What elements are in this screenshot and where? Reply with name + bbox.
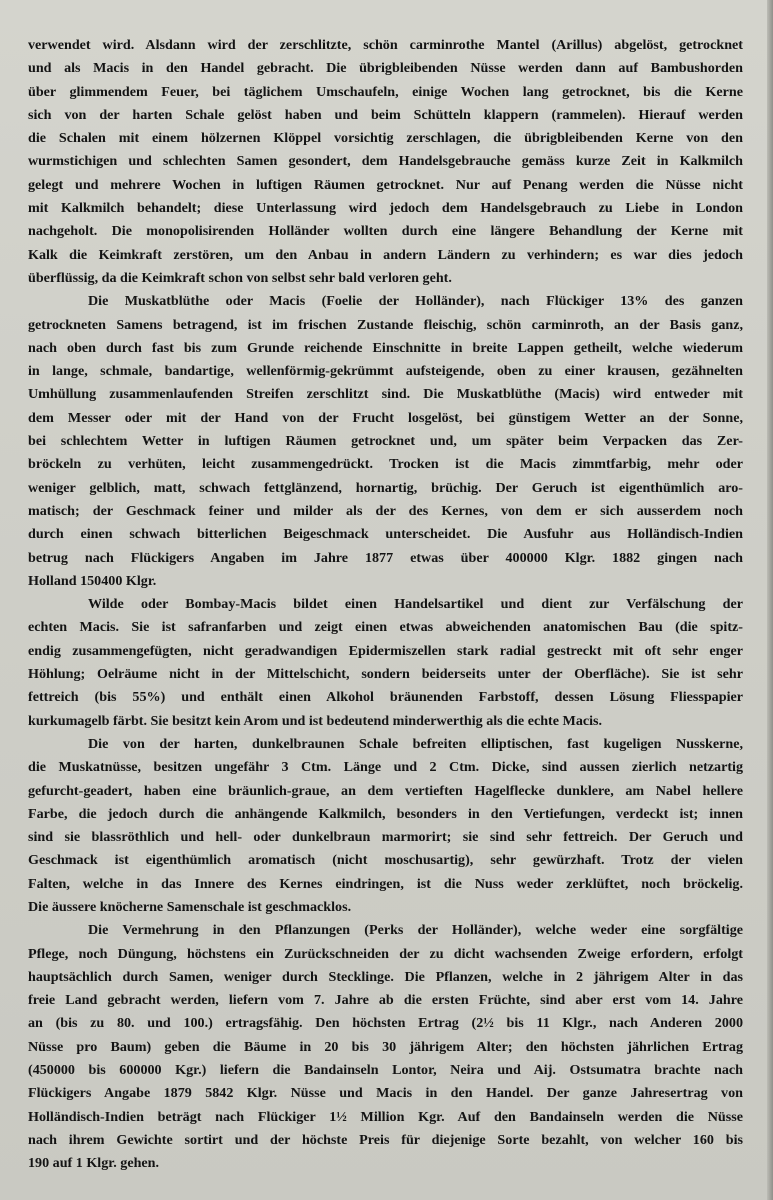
text-line: nach ihrem Gewichte sortirt und der höchste Preis für diejenige Sorte bezahlt, von welcher 160 bis: [28, 1131, 743, 1148]
paragraph: [28, 919, 743, 1175]
text-line: die Schalen mit einem hölzernen Klöppel vorsichtig zerschlagen, die übrigbleibenden Kerne von den: [28, 130, 743, 147]
text-line: nach oben durch fast bis zum Grunde reichende Einschnitte in breite Lappen getheilt, welche wiederum: [28, 339, 743, 356]
paragraph: [28, 290, 743, 593]
text-line: Holländisch-Indien beträgt nach Flückiger 1½ Million Kgr. Auf den Bandainseln werden die Nüsse: [28, 1108, 743, 1125]
text-line: Die äussere knöcherne Samenschale ist geschmacklos.: [28, 898, 352, 915]
paragraph: [28, 593, 743, 733]
text-line: Nüsse pro Baum) geben die Bäume in 20 bis 30 jährigem Alter; den höchsten jährlichen Ertrag: [28, 1038, 743, 1055]
text-line: getrockneten Samens betragend, ist im frischen Zustande fleischig, schön carminroth, an der Basis ganz,: [28, 316, 743, 333]
text-line: überflüssig, da die Keimkraft schon von selbst sehr bald verloren geht.: [28, 269, 452, 286]
text-line: dem Messer oder mit der Hand von der Frucht losgelöst, bei günstigem Wetter an der Sonne,: [28, 409, 743, 426]
text-line: verwendet wird. Alsdann wird der zerschlitzte, schön carminrothe Mantel (Arillus) abgelöst, getrocknet: [28, 37, 743, 53]
text-line: die Muskatnüsse, besitzen ungefähr 3 Ctm. Länge und 2 Ctm. Dicke, sind aussen zierlich netzartig: [28, 759, 743, 776]
text-line: Falten, welche in das Innere des Kernes eindringen, ist die Nuss weder zerklüftet, noch bröckelig.: [28, 875, 743, 892]
text-line: Umhüllung zusammenlaufenden Streifen zerschlitzt sind. Die Muskatblüthe (Macis) wird entweder mit: [28, 386, 743, 403]
paragraph: [28, 733, 743, 919]
page-edge-shadow: [767, 0, 773, 1200]
text-line: nachgeholt. Die monopolisirenden Holländer wollten durch eine längere Behandlung der Kerne mit: [28, 223, 743, 240]
text-line: wurmstichigen und schlechten Samen gesondert, dem Handelsgebrauche gemäss kurze Zeit in Kalkmilch: [28, 153, 743, 170]
text-line: Kalk die Keimkraft zerstören, um den Anbau in andern Ländern zu verhindern; es war dies jedoch: [28, 246, 743, 263]
text-line: Die von der harten, dunkelbraunen Schale befreiten elliptischen, fast kugeligen Nusskerne,: [88, 735, 743, 752]
text-line: Die Muskatblüthe oder Macis (Foelie der Holländer), nach Flückiger 13% des ganzen: [88, 293, 743, 310]
text-line: matisch; der Geschmack feiner und milder als der des Kernes, von dem er sich ausserdem noch: [28, 502, 743, 519]
text-line: endig zusammengefügten, nicht geradwandigen Epidermiszellen stark radial gestreckt mit oft sehr enger: [28, 642, 743, 659]
text-line: in lange, schmale, bandartige, wellenförmig-gekrümmt aufsteigende, oben zu einer krausen, gezähnelten: [28, 363, 743, 380]
text-line: sind sie blassröthlich und hell- oder dunkelbraun marmorirt; sie sind sehr fettreich. Der Geruch und: [28, 829, 743, 846]
text-line: 190 auf 1 Klgr. gehen.: [28, 1155, 160, 1172]
text-line: bei schlechtem Wetter in luftigen Räumen getrocknet und, um später beim Verpacken das Zer-: [28, 433, 743, 450]
text-line: gelegt und mehrere Wochen in luftigen Räumen getrocknet. Nur auf Penang werden die Nüsse nicht: [28, 176, 743, 193]
text-line: Farbe, die jedoch durch die anhängende Kalkmilch, besonders in den Vertiefungen, verdeckt ist; innen: [28, 805, 743, 822]
text-line: über glimmendem Feuer, bei täglichem Umschaufeln, einige Wochen lang getrocknet, bis die Kerne: [28, 83, 743, 100]
body-text: [28, 34, 743, 1176]
text-line: Wilde oder Bombay-Macis bildet einen Handelsartikel und dient zur Verfälschung der: [88, 596, 743, 613]
text-line: gefurcht-geadert, haben eine bräunlich-graue, an dem vertieften Hagelflecke dunklere, am Nabel hellere: [28, 782, 743, 799]
text-line: fettreich (bis 55%) und enthält einen Alkohol bräunenden Farbstoff, dessen Lösung Fliesspapier: [28, 689, 743, 706]
text-line: und als Macis in den Handel gebracht. Die übrigbleibenden Nüsse werden dann auf Bambushorden: [28, 60, 743, 77]
text-line: kurkumagelb färbt. Sie besitzt kein Arom und ist bedeutend minderwerthig als die echte Macis.: [28, 712, 603, 729]
text-line: hauptsächlich durch Samen, weniger durch Stecklinge. Die Pflanzen, welche in 2 jährigem Alter in das: [28, 968, 743, 985]
text-line: betrug nach Flückigers Angaben im Jahre 1877 etwas über 400000 Klgr. 1882 gingen nach: [28, 549, 743, 566]
text-line: sich von der harten Schale gelöst haben und beim Schütteln klappern (rammelen). Hierauf werden: [28, 106, 743, 123]
text-line: Höhlung; Oelräume nicht in der Mittelschicht, sondern beiderseits unter der Oberfläche). Sie ist sehr: [28, 666, 743, 683]
text-line: bröckeln zu verhüten, leicht zusammengedrückt. Trocken ist die Macis zimmtfarbig, mehr oder: [28, 456, 743, 473]
text-line: echten Macis. Sie ist safranfarben und zeigt einen etwas abweichenden anatomischen Bau (die spitz-: [28, 619, 743, 636]
text-line: mit Kalkmilch behandelt; diese Unterlassung wird jedoch dem Handelsgebrauch zu Liebe in London: [28, 200, 743, 217]
paragraph: [28, 34, 743, 290]
text-line: freie Land gebracht werden, liefern vom 7. Jahre ab die ersten Früchte, sind aber erst vom 14. Jahre: [28, 992, 743, 1009]
text-line: an (bis zu 80. und 100.) ertragsfähig. Den höchsten Ertrag (2½ bis 11 Klgr., nach Anderen 2000: [28, 1015, 743, 1032]
text-line: Geschmack ist eigenthümlich aromatisch (nicht moschusartig), sehr gewürzhaft. Trotz der vielen: [28, 852, 743, 869]
text-line: Pflege, noch Düngung, höchstens ein Zurückschneiden der zu dicht wachsenden Zweige erfordern, erfolgt: [28, 945, 743, 962]
text-line: Holland 150400 Klgr.: [28, 572, 157, 589]
text-line: (450000 bis 600000 Kgr.) liefern die Bandainseln Lontor, Neira und Aij. Ostsumatra brachte nach: [28, 1062, 743, 1079]
text-line: Flückigers Angabe 1879 5842 Klgr. Nüsse und Macis in den Handel. Der ganze Jahresertrag von: [28, 1085, 743, 1102]
text-line: Die Vermehrung in den Pflanzungen (Perks der Holländer), welche weder eine sorgfältige: [88, 922, 743, 939]
text-line: weniger gelblich, matt, schwach fettglänzend, hornartig, brüchig. Der Geruch ist eigenthümlich aro-: [28, 479, 743, 496]
text-line: durch einen schwach bitterlichen Beigeschmack unterscheidet. Die Ausfuhr aus Holländisch-Indien: [28, 526, 743, 543]
